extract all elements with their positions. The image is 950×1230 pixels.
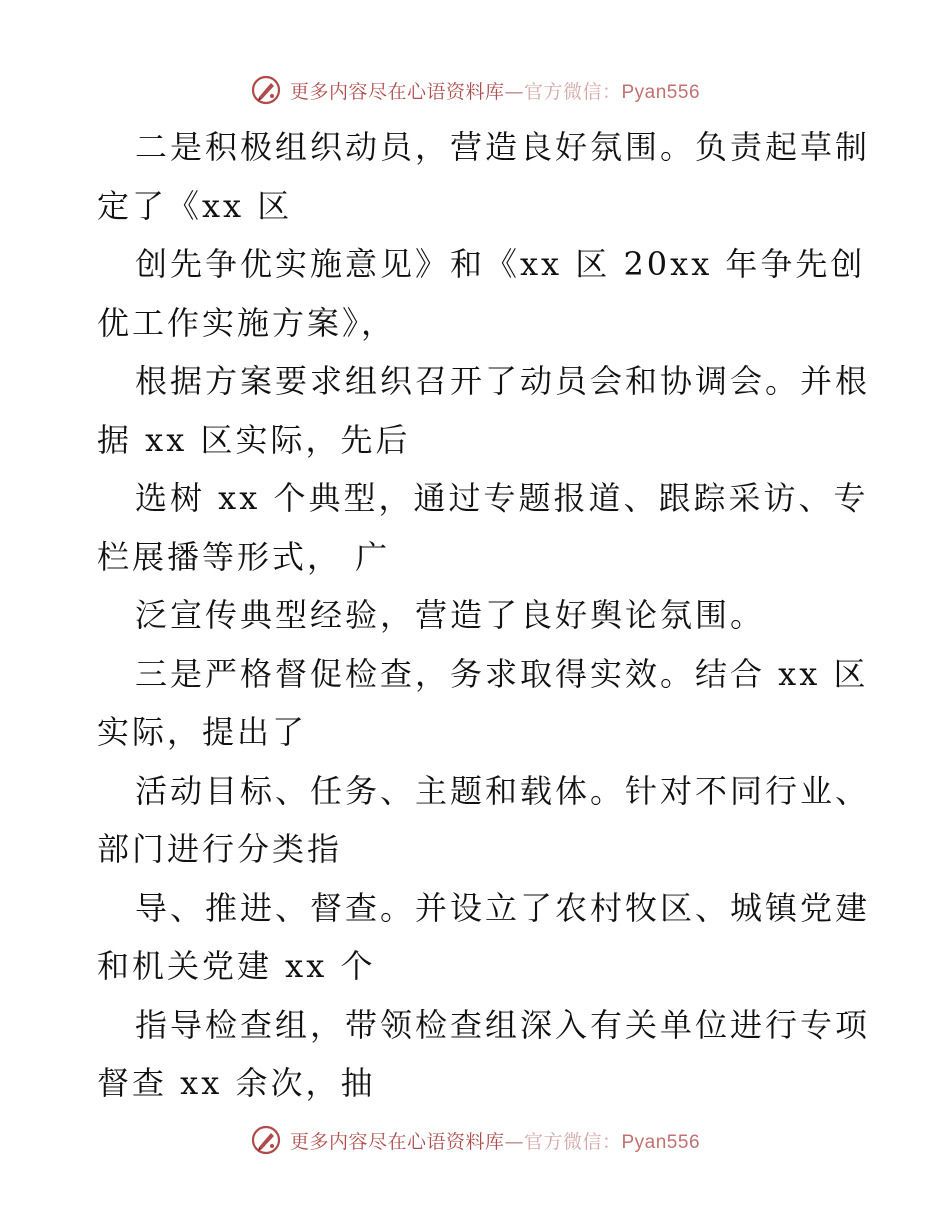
watermark-wechat-id: Pyan556 (621, 1131, 701, 1153)
pen-circle-logo-icon (250, 1124, 282, 1156)
document-line: 泛宣传典型经验，营造了良好舆论氛围。 (135, 596, 766, 634)
watermark-main-text: 更多内容尽在心语资料库 (289, 1130, 505, 1153)
document-line: 督查 xx 余次，抽 (97, 1064, 376, 1102)
document-line: 根据方案要求组织召开了动员会和协调会。并根 (135, 362, 871, 400)
watermark-wechat-id: Pyan556 (621, 81, 701, 103)
document-body (97, 118, 871, 1113)
document-line: 优工作实施方案》， (97, 303, 397, 342)
watermark-main-text: 更多内容尽在心语资料库 (289, 80, 505, 103)
watermark-text (290, 77, 700, 104)
document-line: 创先争优实施意见》和《xx 区 20xx 年争先创 (135, 245, 866, 283)
document-line: 选树 xx 个典型，通过专题报道、跟踪采访、专 (135, 479, 869, 517)
watermark-official-label: 官方微信： (523, 80, 622, 103)
document-line: 三是严格督促检查，务求取得实效。结合 xx 区 (135, 654, 869, 693)
watermark-text (290, 1127, 700, 1154)
footer-watermark (0, 1120, 950, 1160)
document-line: 二是积极组织动员，营造良好氛围。负责起草制 (135, 128, 871, 166)
document-line: 活动目标、任务、主题和载体。针对不同行业、 (135, 771, 871, 810)
document-line: 指导检查组，带领检查组深入有关单位进行专项 (135, 1005, 871, 1044)
document-line: 部门进行分类指 (97, 830, 343, 868)
watermark-separator: — (504, 80, 524, 103)
document-line: 定了《xx 区 (97, 186, 293, 225)
document-line: 栏展播等形式， 广 (97, 537, 391, 576)
document-line: 和机关党建 xx 个 (97, 947, 376, 985)
header-watermark (0, 70, 950, 110)
watermark-separator: — (504, 1130, 524, 1153)
pen-circle-logo-icon (250, 74, 282, 106)
watermark-official-label: 官方微信： (523, 1130, 622, 1153)
document-line: 据 xx 区实际，先后 (97, 420, 411, 459)
document-line: 导、推进、督查。并设立了农村牧区、城镇党建 (135, 888, 871, 927)
document-line: 实际，提出了 (97, 713, 308, 751)
